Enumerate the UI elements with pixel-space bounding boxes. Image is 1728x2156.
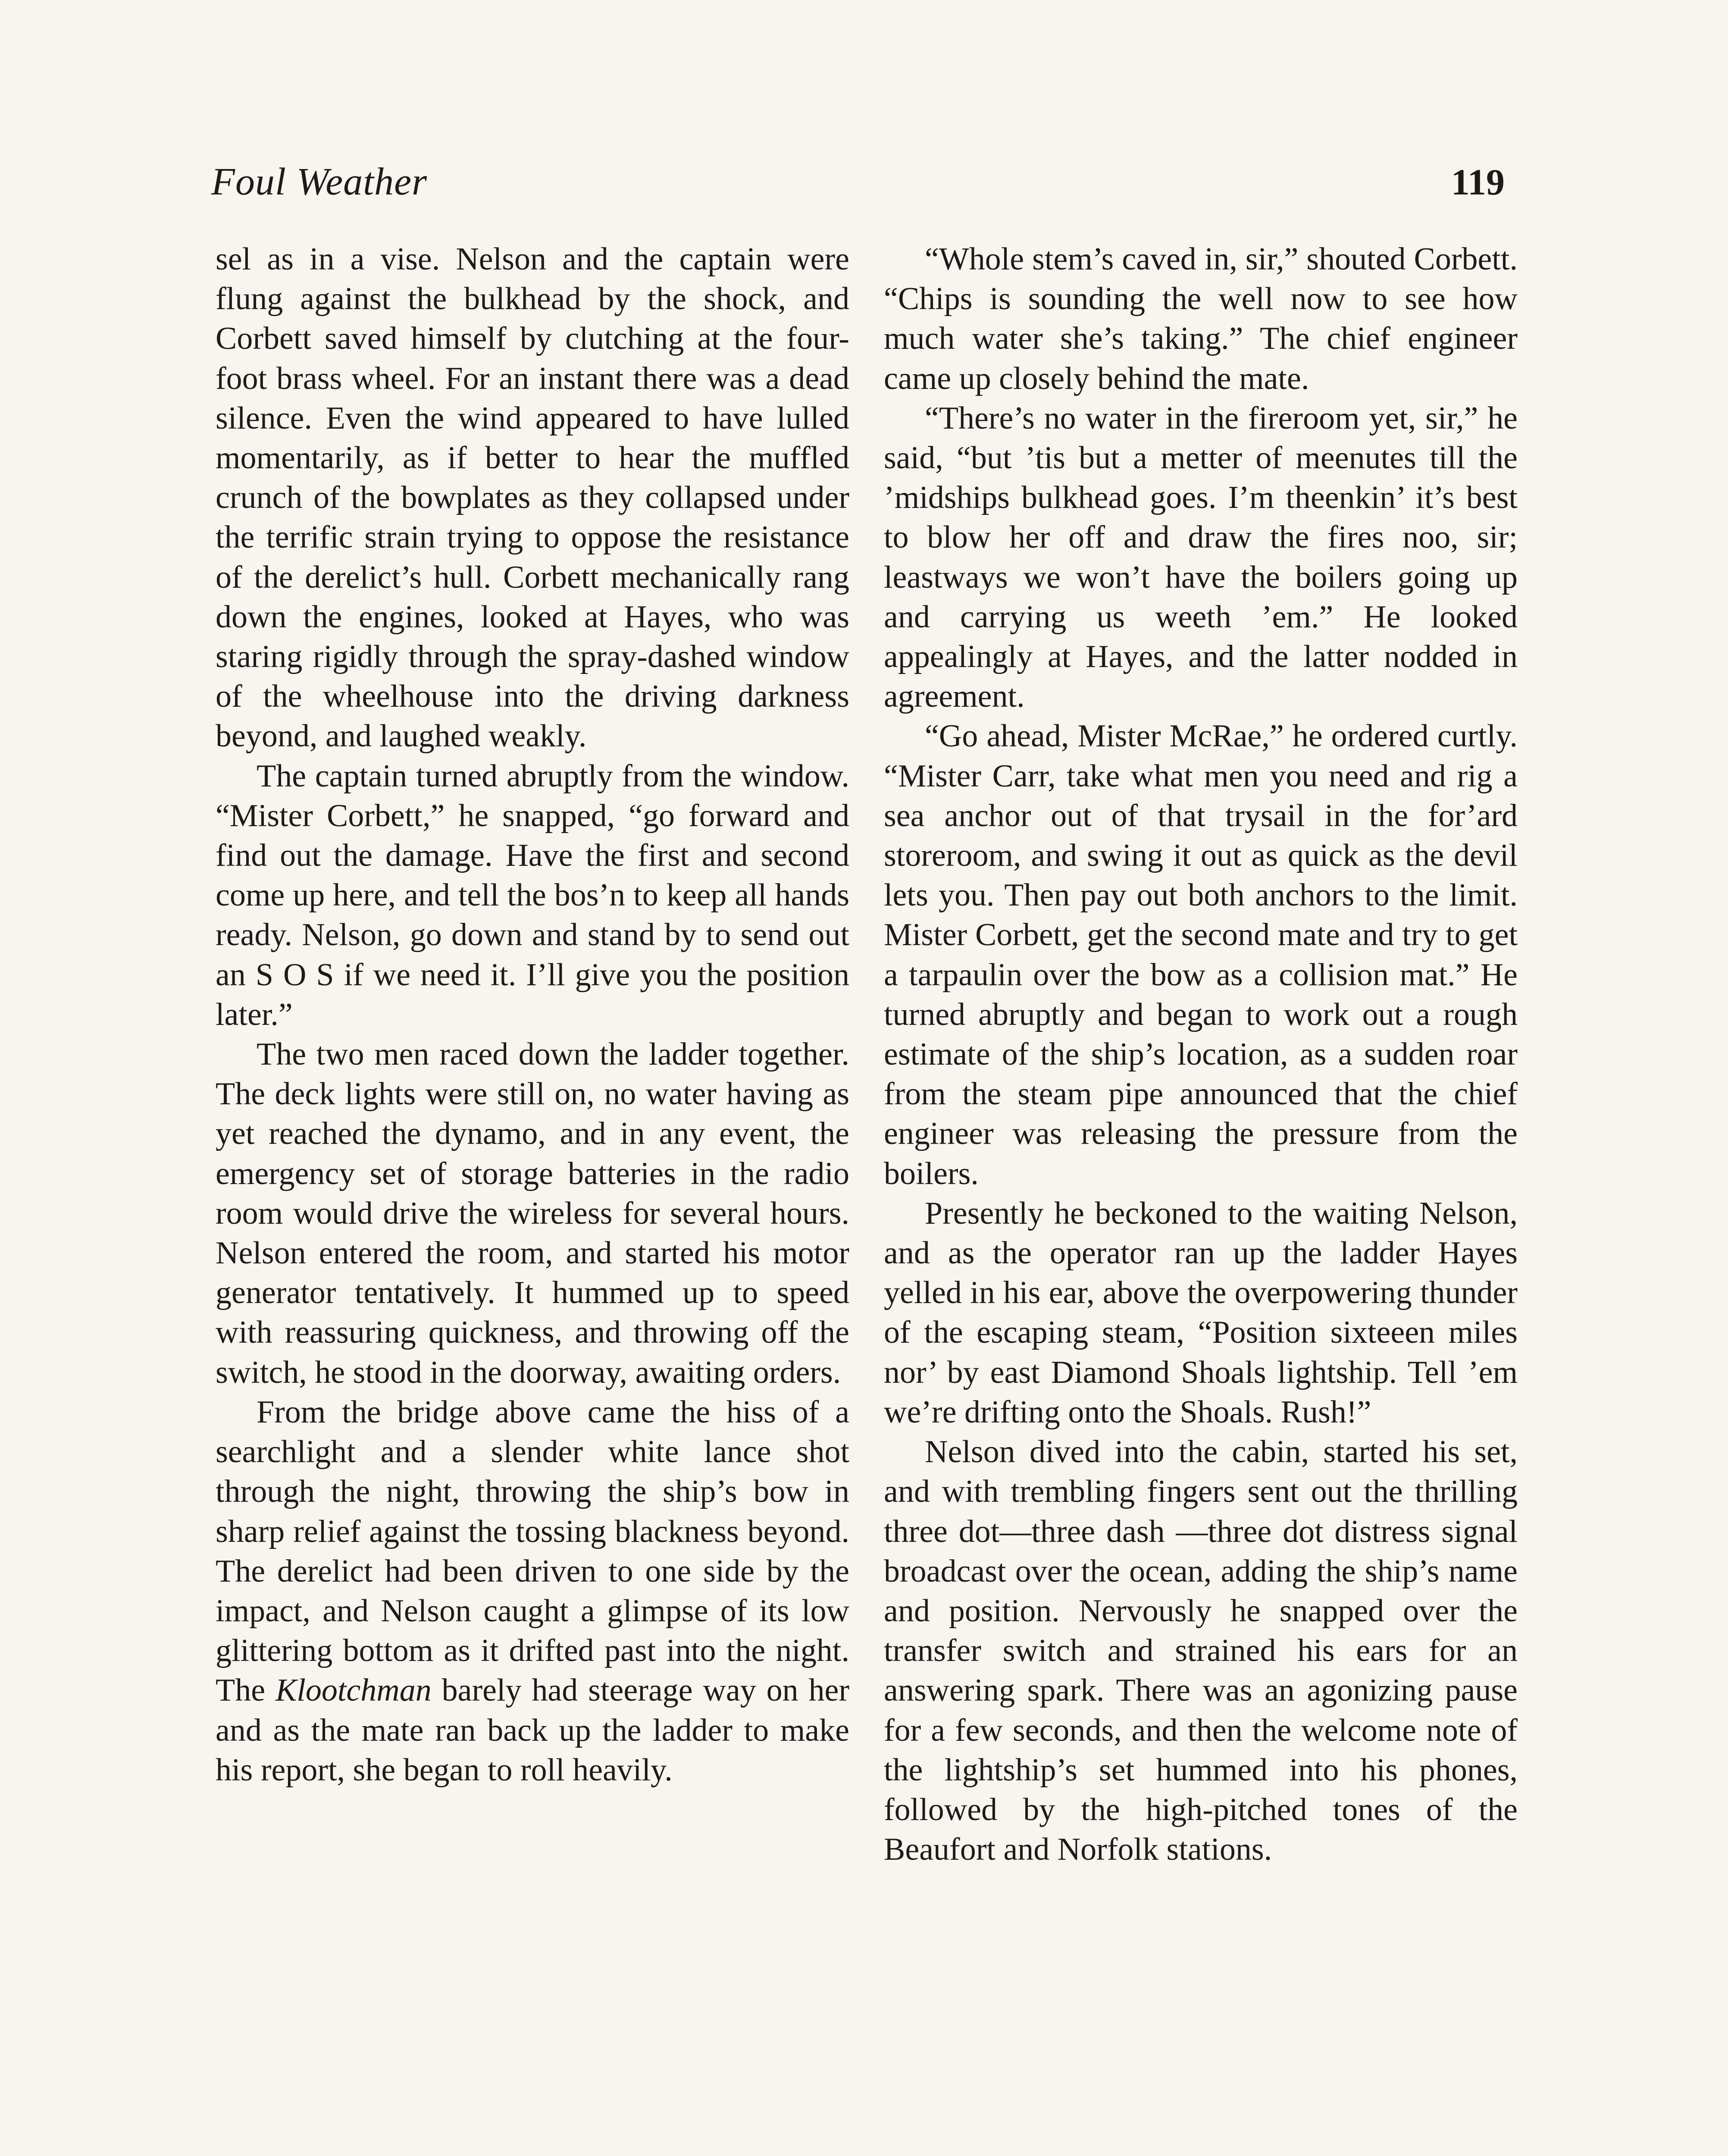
paragraph: “Whole stem’s caved in, sir,” shouted Corbett. “Chips is sounding the well now to see how much water she’s taking.” The chief engineer came up closely behind the mate. bbox=[884, 241, 1518, 396]
running-head bbox=[211, 156, 1505, 212]
left-column bbox=[216, 239, 849, 1790]
chapter-title: Foul Weather bbox=[211, 160, 428, 203]
paragraph: sel as in a vise. Nelson and the captain were flung against the bulkhead by the shock, and Corbett saved himself by clutching at the four-foot brass wheel. For an instant there was a dead silence. Even the wind appeared to have lulled momentarily, as if better to hear the muffled crunch of the bowplates as they collapsed under the terrific strain trying to oppose the resistance of the derelict’s hull. Corbett mechanically rang down the engines, looked at Hayes, who was staring rigidly through the spray-dashed window of the wheelhouse into the driving darkness beyond, and laughed weakly. bbox=[216, 241, 849, 754]
right-column bbox=[884, 239, 1518, 1869]
paragraph: Presently he beckoned to the waiting Nelson, and as the operator ran up the ladder Hayes yelled in his ear, above the overpowering thunder of the escaping steam, “Position sixteeen miles nor’ by east Diamond Shoals lightship. Tell ’em we’re drifting onto the Shoals. Rush!” bbox=[884, 1195, 1518, 1430]
page-number: 119 bbox=[1451, 161, 1505, 203]
paragraph: “Go ahead, Mister McRae,” he ordered curtly. “Mister Carr, take what men you need and rig a sea anchor out of that trysail in the for’ard storeroom, and swing it out as quick as the devil lets you. Then pay out both anchors to the limit. Mister Corbett, get the second mate and try to get a tarpaulin over the bow as a collision mat.” He turned abruptly and began to work out a rough estimate of the ship’s location, as a sudden roar from the steam pipe announced that the chief engineer was releasing the pressure from the boilers. bbox=[884, 718, 1518, 1191]
paragraph: The two men raced down the ladder together. The deck lights were still on, no water having as yet reached the dynamo, and in any event, the emergency set of storage batteries in the radio room would drive the wireless for several hours. Nelson entered the room, and started his motor generator tentatively. It hummed up to speed with reassuring quickness, and throwing off the switch, he stood in the doorway, awaiting orders. bbox=[216, 1037, 849, 1390]
paragraph-text: From the bridge above came the hiss of a searchlight and a slender white lance shot through the night, throwing the ship’s bow in sharp relief against the tossing blackness beyond. The derelict had been driven to one side by the impact, and Nelson caught a glimpse of its low glittering bottom as it drifted past into the night. The bbox=[216, 1394, 849, 1708]
paragraph-text: barely had steerage way on her and as the mate ran back up the ladder to make his report, she began to roll heavily. bbox=[216, 1673, 850, 1788]
paragraph: Nelson dived into the cabin, started his set, and with trembling fingers sent out the thrilling three dot—three dash —three dot distress signal broadcast over the ocean, adding the ship’s name and position. Nervously he snapped over the transfer switch and strained his ears for an answering spark. There was an agonizing pause for a few seconds, and then the welcome note of the lightship’s set hummed into his phones, followed by the high-pitched tones of the Beaufort and Norfolk stations. bbox=[884, 1434, 1518, 1868]
ship-name: Klootchman bbox=[275, 1673, 432, 1708]
paragraph: The captain turned abruptly from the window. “Mister Corbett,” he snapped, “go forward and find out the damage. Have the first and second come up here, and tell the bos’n to keep all hands ready. Nelson, go down and stand by to send out an S O S if we need it. I’ll give you the position later.” bbox=[216, 758, 849, 1032]
paragraph bbox=[216, 1392, 849, 1790]
paragraph: “There’s no water in the fireroom yet, sir,” he said, “but ’tis but a metter of meenutes till the ’midships bulkhead goes. I’m theenkin’ it’s best to blow her off and draw the fires noo, sir; leastways we won’t have the boilers going up and carrying us weeth ’em.” He looked appealingly at Hayes, and the latter nodded in agreement. bbox=[884, 400, 1518, 714]
